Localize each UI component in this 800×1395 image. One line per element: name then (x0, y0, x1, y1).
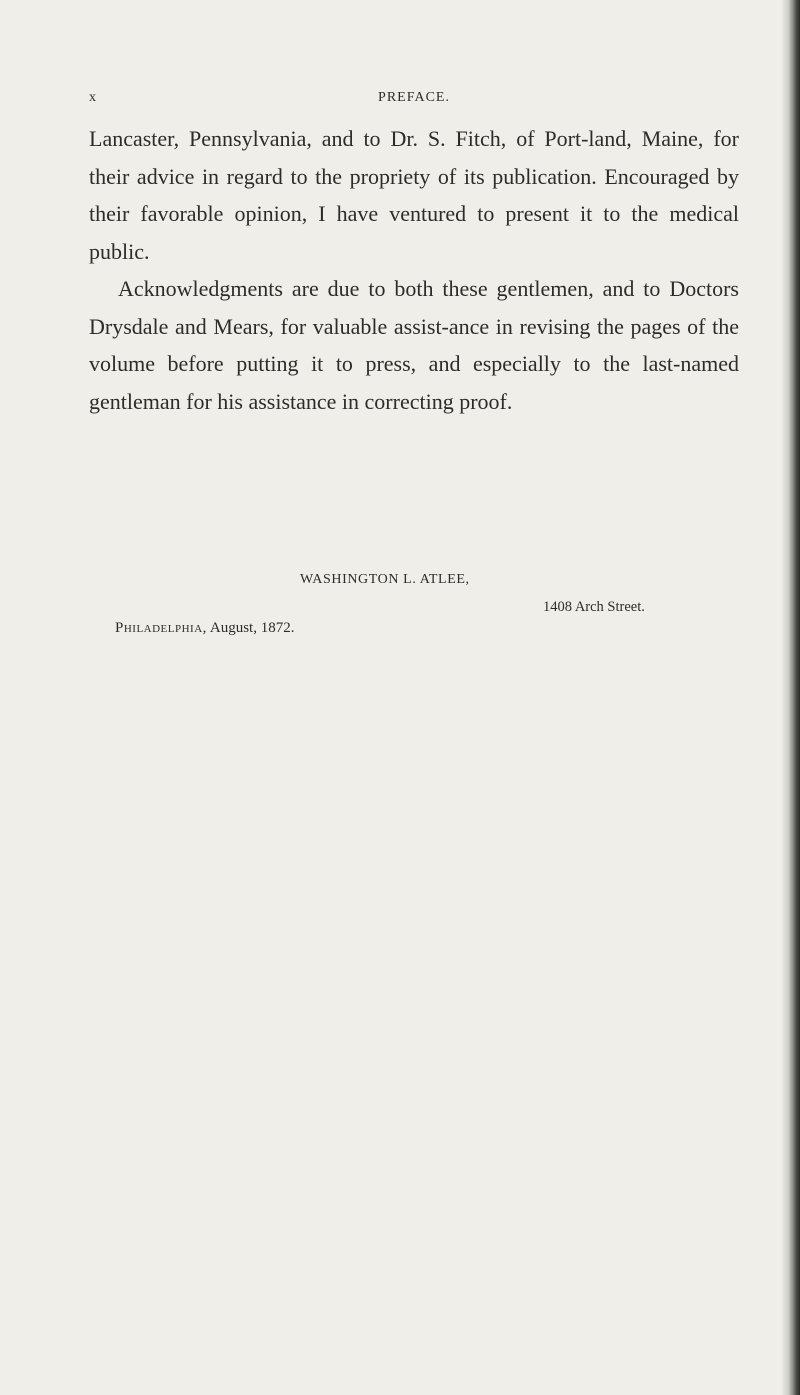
running-head: PREFACE. (378, 90, 450, 105)
paragraph-2: Acknowledgments are due to both these gentlemen, and to Doctors Drysdale and Mears, for valuable assist-ance in revising the pages of the volume before putting it to press, and especially to the last-named gentleman for his assistance in correcting proof. (89, 276, 739, 414)
author-signature: WASHINGTON L. ATLEE, (300, 572, 470, 587)
place: Philadelphia, (115, 620, 207, 636)
body-text (89, 120, 739, 420)
date: August, 1872. (209, 620, 295, 636)
paragraph-1: Lancaster, Pennsylvania, and to Dr. S. Fitch, of Port-land, Maine, for their advice in regard to the propriety of its publication. Encouraged by their favorable opinion, I have ventured to present it to the medical public. (89, 126, 739, 264)
page-number: x (89, 90, 97, 105)
page-edge-shadow (782, 0, 800, 1395)
place-and-date (115, 620, 294, 637)
author-address: 1408 Arch Street. (543, 599, 645, 615)
page-header (89, 90, 739, 110)
